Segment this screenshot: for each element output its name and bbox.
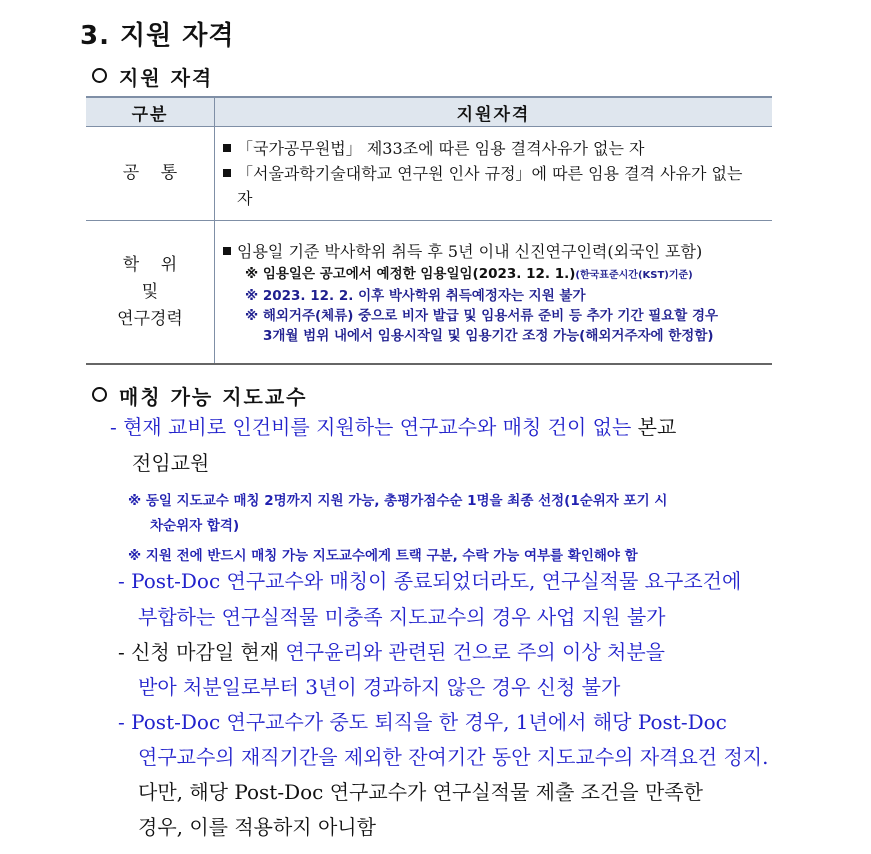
- paragraph-line: - Post-Doc 연구교수와 매칭이 종료되었더라도, 연구실적물 요구조건에: [118, 569, 742, 593]
- square-bullet-icon: [223, 144, 231, 152]
- page-heading: 3. 지원 자격: [80, 21, 235, 51]
- qualification-cell: [215, 221, 773, 365]
- paragraph-line: 연구교수의 재직기간을 제외한 잔여기간 동안 지도교수의 자격요건 정지.: [138, 745, 769, 769]
- table-row: [86, 221, 772, 365]
- qualification-table: [86, 96, 772, 365]
- note-line: ※ 지원 전에 반드시 매칭 가능 지도교수에게 트랙 구분, 수락 가능 여부를 확인해야 함: [128, 548, 638, 564]
- note-degree-deadline: ※ 2023. 12. 2. 이후 박사학위 취득예정자는 지원 불가: [245, 287, 586, 304]
- note-overseas-line1: ※ 해외거주(체류) 중으로 비자 발급 및 임용서류 준비 등 추가 기간 필요할 경우: [245, 307, 719, 324]
- table-row: [86, 127, 772, 221]
- category-degree-career: 학 위 및 연구경력: [86, 221, 215, 365]
- note-line: 차순위자 합격): [150, 518, 240, 534]
- section-title-qualification: [92, 62, 213, 91]
- note-line: ※ 동일 지도교수 매칭 2명까지 지원 가능, 총평가점수순 1명을 최종 선정(1순위자 포기 시: [128, 493, 668, 509]
- note-appointment-date: ※ 임용일은 공고에서 예정한 임용일임(2023. 12. 1.)(한국표준시간(KST)기준): [245, 265, 693, 282]
- header-category: 구분: [86, 97, 215, 127]
- paragraph-line: - Post-Doc 연구교수가 중도 퇴직을 한 경우, 1년에서 해당 Post-Doc: [118, 710, 727, 734]
- list-item: 「서울과학기술대학교 연구원 인사 규정」에 따른 임용 결격 사유가 없는 자: [217, 161, 757, 211]
- square-bullet-icon: [223, 247, 231, 255]
- circle-bullet-icon: [92, 68, 107, 83]
- section-title-advisor: [92, 381, 308, 410]
- section-title-text: 매칭 가능 지도교수: [119, 385, 308, 409]
- qualification-cell: [215, 127, 773, 221]
- paragraph-line: 다만, 해당 Post-Doc 연구교수가 연구실적물 제출 조건을 만족한: [138, 780, 703, 804]
- paragraph-line: - 현재 교비로 인건비를 지원하는 연구교수와 매칭 건이 없는 본교: [110, 415, 677, 439]
- circle-bullet-icon: [92, 387, 107, 402]
- header-qualification: 지원자격: [215, 97, 773, 127]
- paragraph-line: - 신청 마감일 현재 연구윤리와 관련된 건으로 주의 이상 처분을: [118, 640, 665, 664]
- category-common: 공 통: [86, 127, 215, 221]
- section-title-text: 지원 자격: [119, 66, 214, 90]
- list-item: 「국가공무원법」 제33조에 따른 임용 결격사유가 없는 자: [217, 136, 772, 161]
- paragraph-line: 경우, 이를 적용하지 아니함: [138, 815, 376, 839]
- list-item: 임용일 기준 박사학위 취득 후 5년 이내 신진연구인력(외국인 포함): [217, 239, 772, 264]
- square-bullet-icon: [223, 169, 231, 177]
- table-header-row: [86, 97, 772, 127]
- paragraph-line: 전임교원: [132, 451, 210, 475]
- note-overseas-line2: 3개월 범위 내에서 임용시작일 및 임용기간 조정 가능(해외거주자에 한정함): [263, 327, 714, 344]
- paragraph-line: 부합하는 연구실적물 미충족 지도교수의 경우 사업 지원 불가: [138, 605, 666, 629]
- paragraph-line: 받아 처분일로부터 3년이 경과하지 않은 경우 신청 불가: [138, 675, 621, 699]
